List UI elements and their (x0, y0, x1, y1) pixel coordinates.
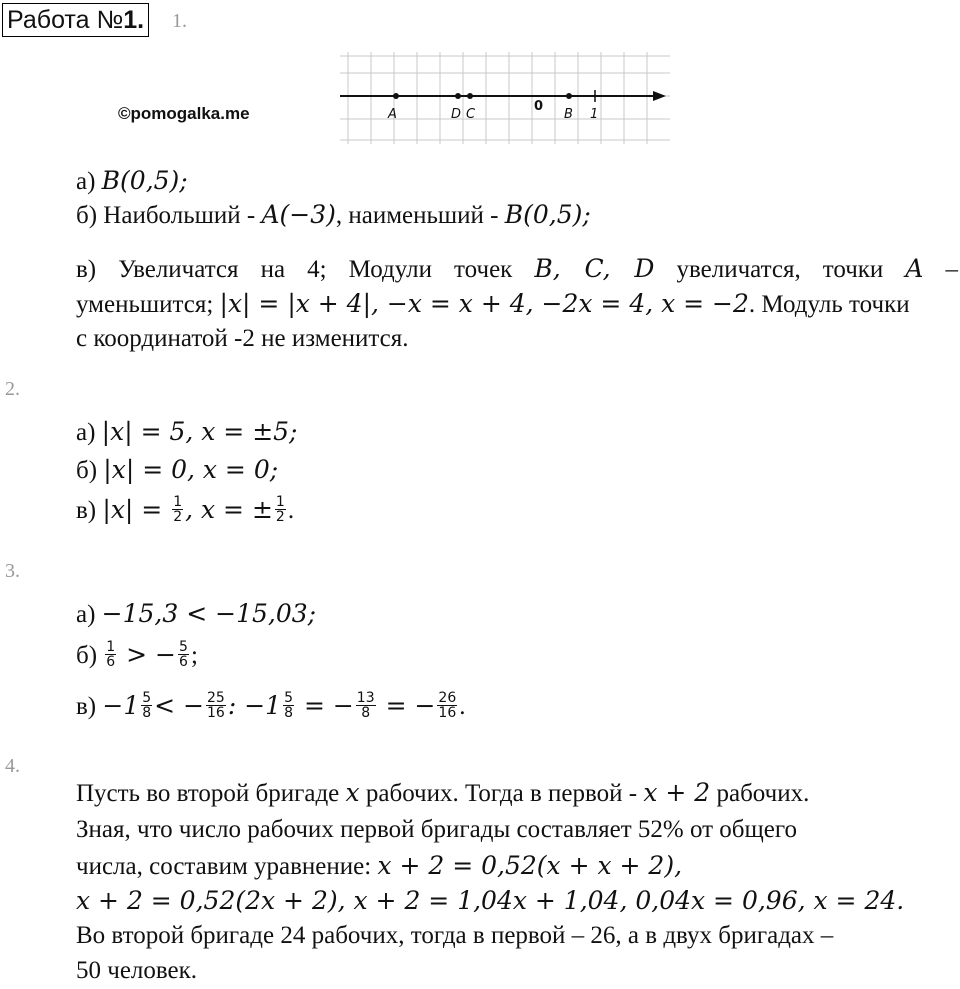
task2-v: в) |x| = $\frac{1}{2}$ , x = ± $\frac{1}{2}$ . (76, 493, 295, 525)
point-a (393, 93, 399, 99)
label-one: 1 (590, 107, 599, 122)
number-line (340, 52, 670, 144)
fraction: $\frac{25}{16}$ (207, 689, 225, 721)
task4-line4: x + 2 = 0,52(2x + 2), x + 2 = 1,04x + 1,04, 0,04x = 0,96, x = 24. (76, 886, 905, 915)
page-title: Работа №1. (2, 3, 149, 37)
task3-v: в) −1 $\frac{5}{8}$ < − $\frac{25}{16}$ : −1 $\frac{5}{8}$ = − $\frac{13}{8}$ = − $\frac{26}{16}$ . (76, 689, 466, 721)
point-b (566, 93, 572, 99)
fraction: $\frac{13}{8}$ (356, 689, 375, 721)
task2-b: б) |x| = 0, x = 0; (76, 455, 279, 484)
label-b: B (564, 107, 573, 122)
task-3-number: 3. (5, 560, 20, 582)
watermark: ©pomogalka.me (118, 104, 250, 123)
task-2-number: 2. (5, 378, 20, 400)
task-4-number: 4. (5, 755, 20, 777)
label-d: D (451, 107, 462, 122)
point-c (467, 93, 473, 99)
task1-v-line1: в) Увеличатся на 4; Модули точек B, C, D увеличатся, точки A – (76, 254, 958, 283)
fraction: $\frac{5}{8}$ (142, 689, 152, 721)
fraction: $\frac{1}{2}$ (173, 493, 183, 525)
label-a: A (388, 107, 397, 122)
task3-b: б) $\frac{1}{6}$ > − $\frac{5}{6}$ ; (76, 638, 198, 670)
label-zero: 0 (534, 99, 544, 114)
task4-line5: Во второй бригаде 24 рабочих, тогда в первой – 26, а в двух бригадах – (76, 922, 834, 949)
task-1-number: 1. (172, 10, 187, 32)
point-d (455, 93, 461, 99)
task3-a: а) −15,3 < −15,03; (76, 599, 317, 628)
task1-b: б) Наибольший - A(−3), наименьший - B(0,5); (76, 200, 591, 229)
fraction: $\frac{1}{6}$ (106, 638, 116, 670)
fraction: $\frac{5}{6}$ (179, 638, 188, 670)
fraction: $\frac{5}{8}$ (284, 689, 293, 721)
fraction: $\frac{1}{2}$ (275, 493, 285, 525)
fraction: $\frac{26}{16}$ (438, 689, 457, 721)
task4-line6: 50 человек. (76, 957, 198, 984)
task1-v-line3: с координатой -2 не изменится. (76, 325, 409, 352)
task1-v-line2: уменьшится; |x| = |x + 4|, −x = x + 4, −2x = 4, x = −2. Модуль точки (76, 289, 910, 318)
task2-a: а) |x| = 5, x = ±5; (76, 417, 298, 446)
task4-line3: числа, составим уравнение: x + 2 = 0,52(x + x + 2), (76, 851, 683, 880)
task4-line1: Пусть во второй бригаде x рабочих. Тогда в первой - x + 2 рабочих. (76, 778, 810, 807)
task4-line2: Зная, что число рабочих первой бригады составляет 52% от общего (76, 816, 797, 843)
axis-arrow-icon (653, 91, 666, 101)
label-c: C (466, 107, 476, 122)
task1-a: а) B(0,5); (76, 166, 188, 195)
